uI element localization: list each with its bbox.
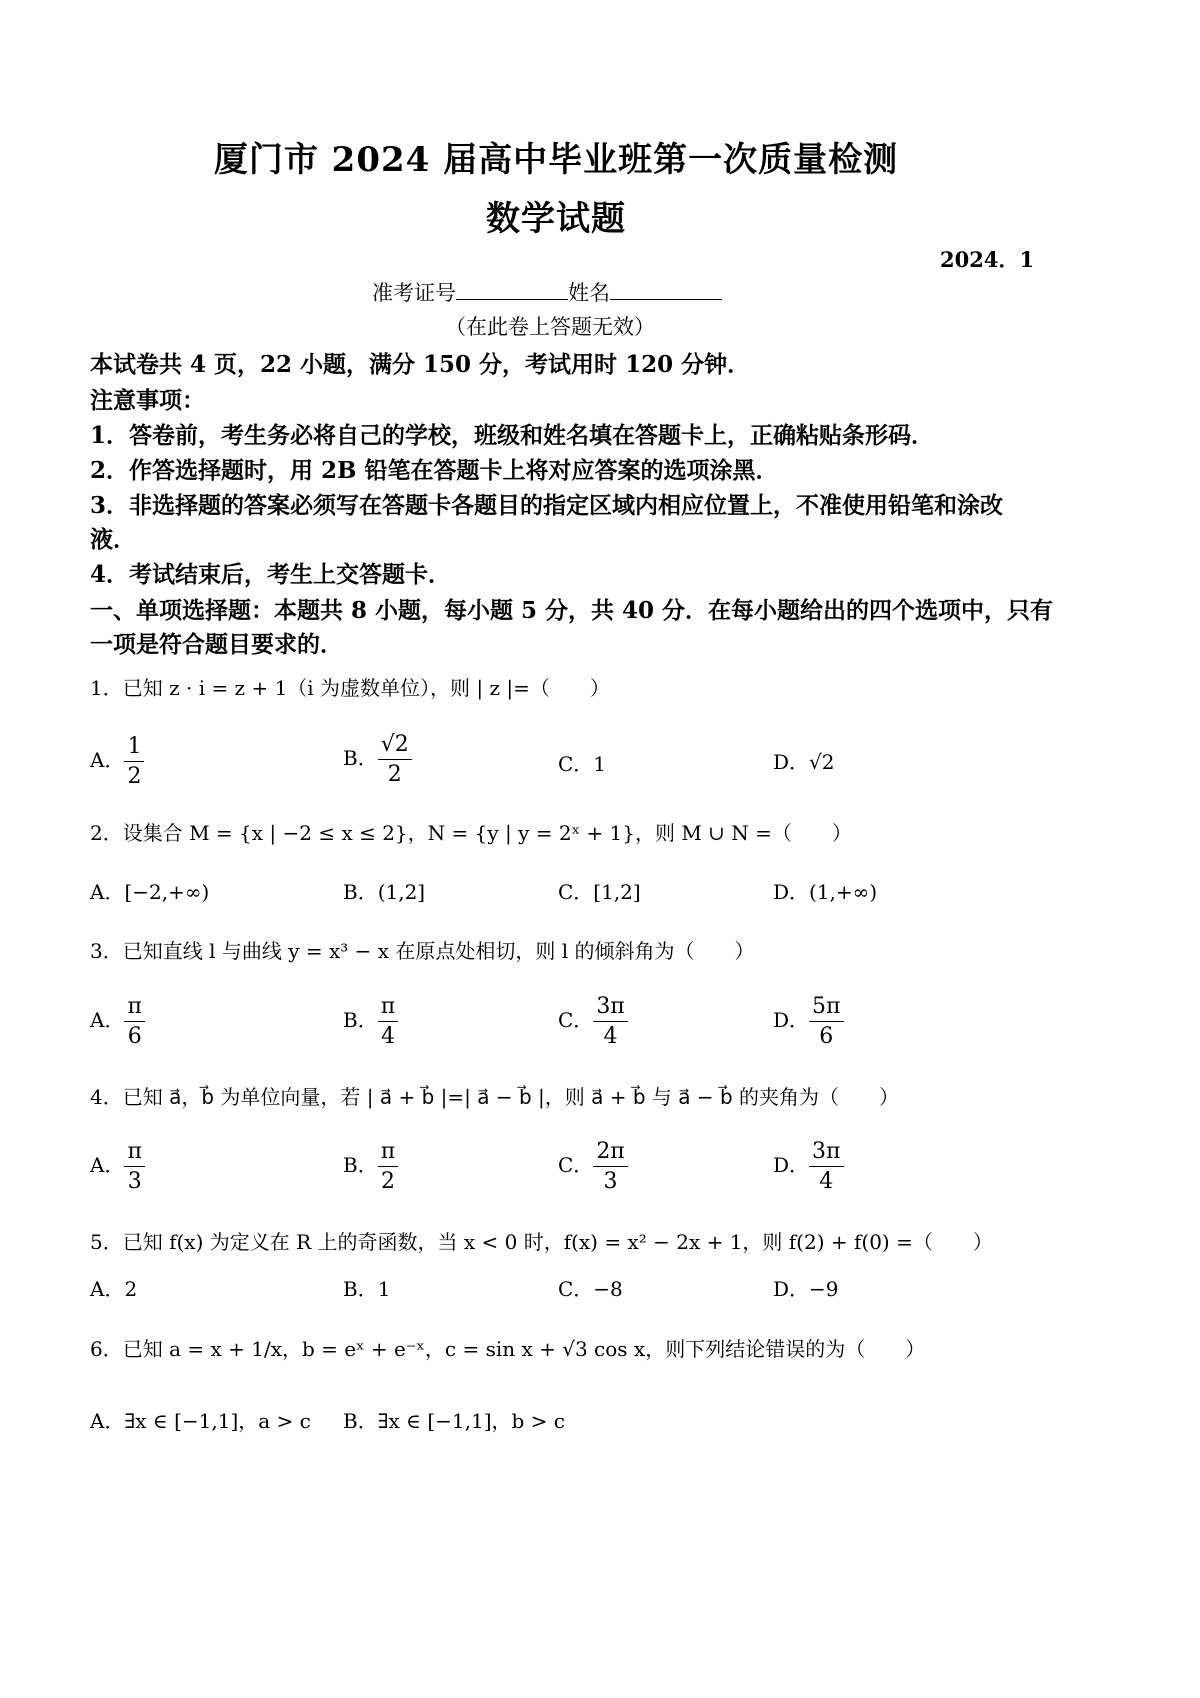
q5-option-d: D．−9 xyxy=(773,1277,839,1301)
invalid-note: （在此卷上答题无效） xyxy=(445,315,655,339)
q3-option-d: D． $\frac{5\pi}{6}$ xyxy=(773,995,844,1048)
exam-summary: 本试卷共 4 页，22 小题，满分 150 分，考试用时 120 分钟． xyxy=(90,351,751,378)
q4-option-a: A． $\frac{\pi}{3}$ xyxy=(90,1140,145,1193)
q1-option-a: A． $\frac{1}{2}$ xyxy=(90,735,144,788)
question-6-stem: 6．已知 a = x + 1/x，b = eˣ + e⁻ˣ，c = sin x + √3 cos x，则下列结论错误的为（ ） xyxy=(90,1337,926,1361)
section-heading-cont: 一项是符合题目要求的． xyxy=(90,631,343,658)
q3-option-b: B． $\frac{\pi}{4}$ xyxy=(343,995,398,1048)
q2-option-c: C．[1,2] xyxy=(558,880,641,904)
exam-title: 厦门市 2024 届高中毕业班第一次质量检测 xyxy=(213,140,899,180)
q4-option-c: C． $\frac{2\pi}{3}$ xyxy=(558,1140,628,1193)
exam-date: 2024．1 xyxy=(940,247,1035,272)
question-4-stem: 4．已知 a⃗，b⃗ 为单位向量，若 | a⃗ + b⃗ |=| a⃗ − b⃗ |，则 a⃗ + b⃗ 与 a⃗ − b⃗ 的夹角为（ ） xyxy=(90,1085,900,1109)
candidate-info-row xyxy=(372,277,722,307)
q6-option-b: B．∃x ∈ [−1,1]，b > c xyxy=(343,1409,565,1433)
notice-title: 注意事项： xyxy=(90,387,205,414)
question-5-stem: 5．已知 f(x) 为定义在 R 上的奇函数，当 x < 0 时，f(x) = x² − 2x + 1，则 f(2) + f(0) =（ ） xyxy=(90,1230,993,1254)
notice-item: 液． xyxy=(90,526,136,553)
question-1-stem: 1．已知 z · i = z + 1（i 为虚数单位），则 | z |=（ ） xyxy=(90,676,610,700)
question-3-stem: 3．已知直线 l 与曲线 y = x³ − x 在原点处相切，则 l 的倾斜角为（ ） xyxy=(90,939,755,963)
candidate-id-blank xyxy=(456,279,568,300)
q3-option-a: A． $\frac{\pi}{6}$ xyxy=(90,995,145,1048)
name-label: 姓名 xyxy=(568,281,610,305)
q1-option-d: D．√2 xyxy=(773,750,835,774)
notice-item: 3．非选择题的答案必须写在答题卡各题目的指定区域内相应位置上，不准使用铅笔和涂改 xyxy=(90,492,1004,519)
notice-item: 2．作答选择题时，用 2B 铅笔在答题卡上将对应答案的选项涂黑． xyxy=(90,457,779,484)
q3-option-c: C． $\frac{3\pi}{4}$ xyxy=(558,995,628,1048)
q2-option-a: A．[−2,+∞) xyxy=(90,880,210,904)
q6-option-a: A．∃x ∈ [−1,1]，a > c xyxy=(90,1409,311,1433)
q4-option-b: B． $\frac{\pi}{2}$ xyxy=(343,1140,398,1193)
q1-option-c: C．1 xyxy=(558,752,607,776)
candidate-id-label: 准考证号 xyxy=(372,281,456,305)
name-blank xyxy=(610,279,722,300)
q2-option-d: D．(1,+∞) xyxy=(773,880,878,904)
notice-item: 1．答卷前，考生务必将自己的学校，班级和姓名填在答题卡上，正确粘贴条形码． xyxy=(90,422,935,449)
q1-option-b: B． $\frac{√2}{2}$ xyxy=(343,733,412,786)
q5-option-b: B．1 xyxy=(343,1277,391,1301)
q5-option-c: C．−8 xyxy=(558,1277,623,1301)
notice-item: 4．考试结束后，考生上交答题卡． xyxy=(90,561,452,588)
question-2-stem: 2．设集合 M = {x | −2 ≤ x ≤ 2}，N = {y | y = 2ˣ + 1}，则 M ∪ N =（ ） xyxy=(90,821,852,845)
exam-subtitle: 数学试题 xyxy=(486,199,626,239)
q2-option-b: B．(1,2] xyxy=(343,880,426,904)
section-heading: 一、单项选择题：本题共 8 小题，每小题 5 分，共 40 分．在每小题给出的四个选项中，只有 xyxy=(90,597,1054,624)
q5-option-a: A．2 xyxy=(90,1277,138,1301)
q4-option-d: D． $\frac{3\pi}{4}$ xyxy=(773,1140,844,1193)
